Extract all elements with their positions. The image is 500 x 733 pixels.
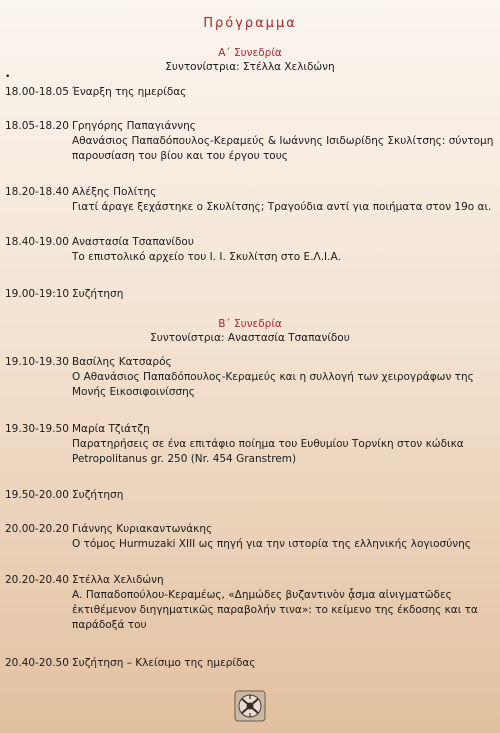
entry-name: Στέλλα Χελιδώνη xyxy=(72,574,164,586)
entry-name: Συζήτηση – Κλείσιμο της ημερίδας xyxy=(72,657,256,669)
entry-description: Ο τόμος Hurmuzaki XIII ως πηγή για την ιστορία της ελληνικής λογιοσύνης xyxy=(72,538,471,550)
entry-name: Συζήτηση xyxy=(72,288,124,300)
entry-name: Γρηγόρης Παπαγιάννης xyxy=(72,120,196,132)
session-2-chair: Συντονίστρια: Αναστασία Τσαπανίδου xyxy=(150,332,350,344)
entry-name: Έναρξη της ημερίδας xyxy=(72,86,187,98)
entry-time: 19.00-19:10 xyxy=(5,288,70,300)
entry-time: 20.00-20.20 xyxy=(5,523,69,535)
entry-description: Παρατηρήσεις σε ένα επιτάφιο ποίημα του Ευθυμίου Τορνίκη στον κώδικα Petropolitanus gr. 250 (Nr. 454 Granstrem) xyxy=(72,438,464,465)
stray-bullet: • xyxy=(5,72,11,82)
session-1-title: Α΄ Συνεδρία xyxy=(218,47,282,59)
entry-time: 18.05-18.20 xyxy=(5,120,69,132)
emblem-icon xyxy=(234,690,266,722)
entry-time: 19.30-19.50 xyxy=(5,423,69,435)
entry-name: Αναστασία Τσαπανίδου xyxy=(72,236,194,248)
session-2-header xyxy=(0,317,500,345)
entry-description: Αθανάσιος Παπαδόπουλος-Κεραμεύς & Ιωάννης Ισιδωρίδης Σκυλίτσης: σύντομη παρουσίαση του βίου και του έργου τους xyxy=(72,135,494,162)
entry-name: Αλέξης Πολίτης xyxy=(72,186,157,198)
entry-time: 19.10-19.30 xyxy=(5,356,69,368)
page-title: Πρόγραμμα xyxy=(203,16,297,31)
entry-time: 18.40-19.00 xyxy=(5,236,69,248)
entry-name: Βασίλης Κατσαρός xyxy=(72,356,172,368)
entry-description: Α. Παπαδοπούλου-Κεραμέως, «Δημώδες βυζαντινὸν ᾆσμα αἰνιγματῶδες ἐκτιθέμενον διηγηματικῶς παραβολήν τινα»: το κείμενο της έκδοσης και τα παράδοξά του xyxy=(72,589,478,631)
entry-description: Γιατί άραγε ξεχάστηκε ο Σκυλίτσης; Τραγούδια αντί για ποιήματα στον 19ο αι. xyxy=(72,201,492,213)
entry-description: Το επιστολικό αρχείο του Ι. Ι. Σκυλίτση στο Ε.Λ.Ι.Α. xyxy=(72,251,342,263)
entry-description: Ο Αθανάσιος Παπαδόπουλος-Κεραμεύς και η συλλογή των χειρογράφων της Μονής Εικοσιφοινίσσης xyxy=(72,371,474,398)
session-1-header xyxy=(0,46,500,74)
entry-name: Γιάννης Κυριακαντωνάκης xyxy=(72,523,213,535)
entry-time: 20.40-20.50 xyxy=(5,657,69,669)
entry-name: Συζήτηση xyxy=(72,489,124,501)
entry-time: 19.50-20.00 xyxy=(5,489,69,501)
entry-time: 20.20-20.40 xyxy=(5,574,69,586)
entry-time: 18.00-18.05 xyxy=(5,86,69,98)
entry-name: Μαρία Τζιάτζη xyxy=(72,423,150,435)
session-2-title: Β΄ Συνεδρία xyxy=(218,318,282,330)
entry-time: 18.20-18.40 xyxy=(5,186,69,198)
session-1-chair: Συντονίστρια: Στέλλα Χελιδώνη xyxy=(165,61,335,73)
